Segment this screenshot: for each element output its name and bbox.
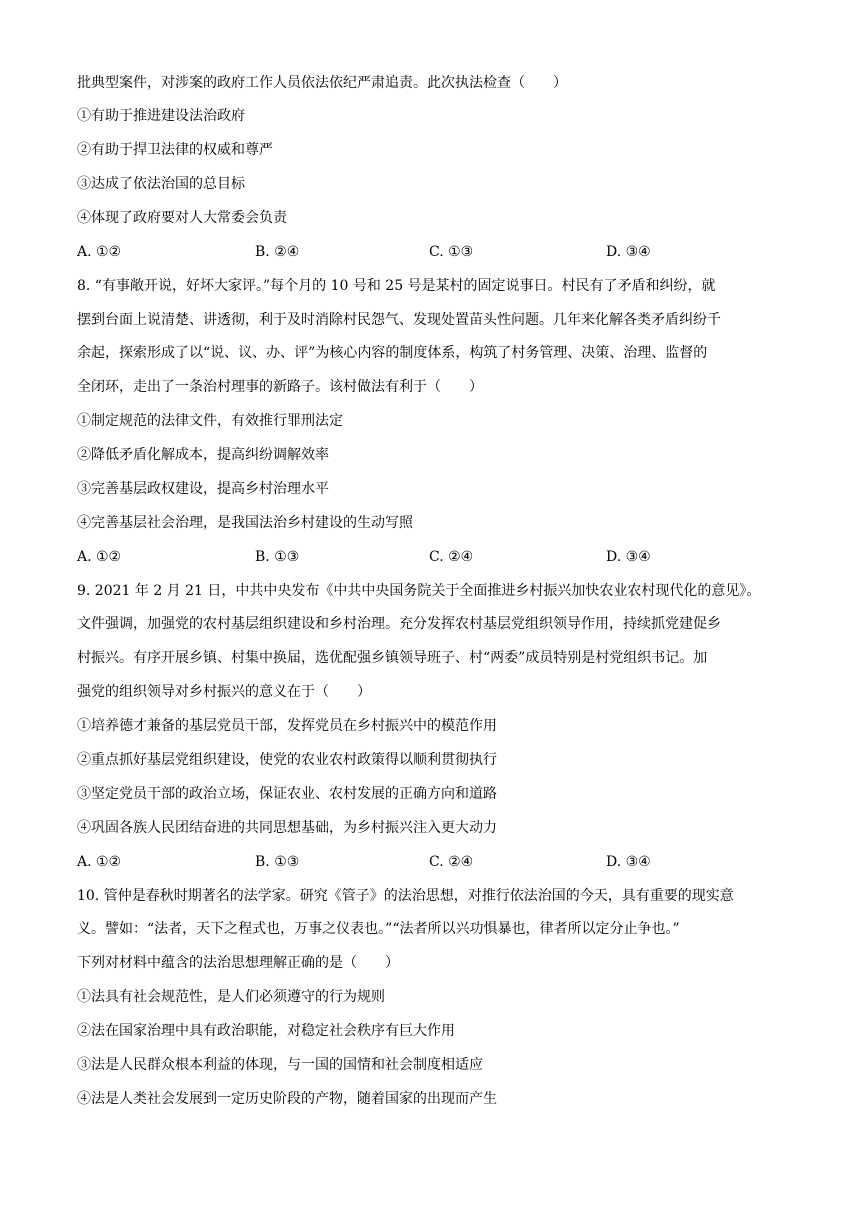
q8-statement-4: ④完善基层社会治理，是我国法治乡村建设的生动写照: [77, 515, 413, 531]
q9-statement-3: ③坚定党员干部的政治立场，保证农业、农村发展的正确方向和道路: [77, 786, 497, 802]
q9-statement-2: ②重点抓好基层党组织建设，使党的农业农村政策得以顺利贯彻执行: [77, 752, 497, 768]
q10-statement-2: ②法在国家治理中具有政治职能，对稳定社会秩序有巨大作用: [77, 1023, 455, 1039]
q8-option-a[interactable]: A. ①②: [77, 549, 122, 565]
q8-statement-1: ①制定规范的法律文件，有效推行罪刑法定: [77, 413, 343, 429]
q8-option-c[interactable]: C. ②④: [429, 549, 474, 565]
q10-stem-line: 下列对材料中蕴含的法治思想理解正确的是（ ）: [77, 955, 399, 971]
q8-options: [77, 547, 797, 567]
q9-statement-4: ④巩固各族人民团结奋进的共同思想基础，为乡村振兴注入更大动力: [77, 820, 497, 836]
q7-statement-4: ④体现了政府要对人大常委会负责: [77, 210, 287, 226]
q10-stem-line: 10. 管仲是春秋时期著名的法学家。研究《管子》的法治思想，对推行依法治国的今天，具有重要的现实意: [77, 888, 734, 904]
q8-stem-line: 8. “有事敞开说，好坏大家评。”每个月的 10 号和 25 号是某村的固定说事日。村民有了矛盾和纠纷，就: [77, 278, 716, 294]
q7-statement-2: ②有助于捍卫法律的权威和尊严: [77, 142, 273, 158]
q7-statement-3: ③达成了依法治国的总目标: [77, 176, 245, 192]
q10-statement-1: ①法具有社会规范性，是人们必须遵守的行为规则: [77, 989, 385, 1005]
q9-options: [77, 852, 797, 872]
q7-option-c[interactable]: C. ①③: [429, 244, 474, 260]
q7-option-d[interactable]: D. ③④: [606, 244, 651, 260]
q7-stem-line: 批典型案件，对涉案的政府工作人员依法依纪严肃追责。此次执法检查（ ）: [77, 75, 567, 91]
q7-option-b[interactable]: B. ②④: [255, 244, 300, 260]
q7-options: [77, 242, 797, 262]
q10-statement-4: ④法是人类社会发展到一定历史阶段的产物，随着国家的出现而产生: [77, 1091, 497, 1107]
q9-stem-line: 村振兴。有序开展乡镇、村集中换届，选优配强乡镇领导班子、村“两委”成员特别是村党组织书记。加: [77, 650, 708, 666]
q8-stem-line: 全闭环，走出了一条治村理事的新路子。该村做法有利于（ ）: [77, 379, 483, 395]
q8-statement-3: ③完善基层政权建设，提高乡村治理水平: [77, 481, 329, 497]
q9-option-c[interactable]: C. ②④: [429, 854, 474, 870]
q9-option-a[interactable]: A. ①②: [77, 854, 122, 870]
q8-option-b[interactable]: B. ①③: [255, 549, 300, 565]
q9-stem-line: 9. 2021 年 2 月 21 日，中共中央发布《中共中央国务院关于全面推进乡村振兴加快农业农村现代化的意见》。: [77, 583, 761, 599]
q8-stem-line: 余起，探索形成了以“说、议、办、评”为核心内容的制度体系，构筑了村务管理、决策、治理、监督的: [77, 345, 708, 361]
q8-stem-line: 摆到台面上说清楚、讲透彻，利于及时消除村民怨气、发现处置苗头性问题。几年来化解各类矛盾纠纷千: [77, 312, 721, 328]
q7-option-a[interactable]: A. ①②: [77, 244, 122, 260]
q9-option-d[interactable]: D. ③④: [606, 854, 651, 870]
q9-option-b[interactable]: B. ①③: [255, 854, 300, 870]
q7-statement-1: ①有助于推进建设法治政府: [77, 108, 245, 124]
q10-stem-line: 义。譬如：“法者，天下之程式也，万事之仪表也。”“法者所以兴功惧暴也，律者所以定分止争也。”: [77, 921, 680, 937]
q8-statement-2: ②降低矛盾化解成本，提高纠纷调解效率: [77, 447, 329, 463]
q10-statement-3: ③法是人民群众根本利益的体现，与一国的国情和社会制度相适应: [77, 1057, 483, 1073]
q9-stem-line: 强党的组织领导对乡村振兴的意义在于（ ）: [77, 684, 371, 700]
q8-option-d[interactable]: D. ③④: [606, 549, 651, 565]
q9-statement-1: ①培养德才兼备的基层党员干部，发挥党员在乡村振兴中的模范作用: [77, 718, 497, 734]
q9-stem-line: 文件强调，加强党的农村基层组织建设和乡村治理。充分发挥农村基层党组织领导作用，持续抓党建促乡: [77, 616, 721, 632]
